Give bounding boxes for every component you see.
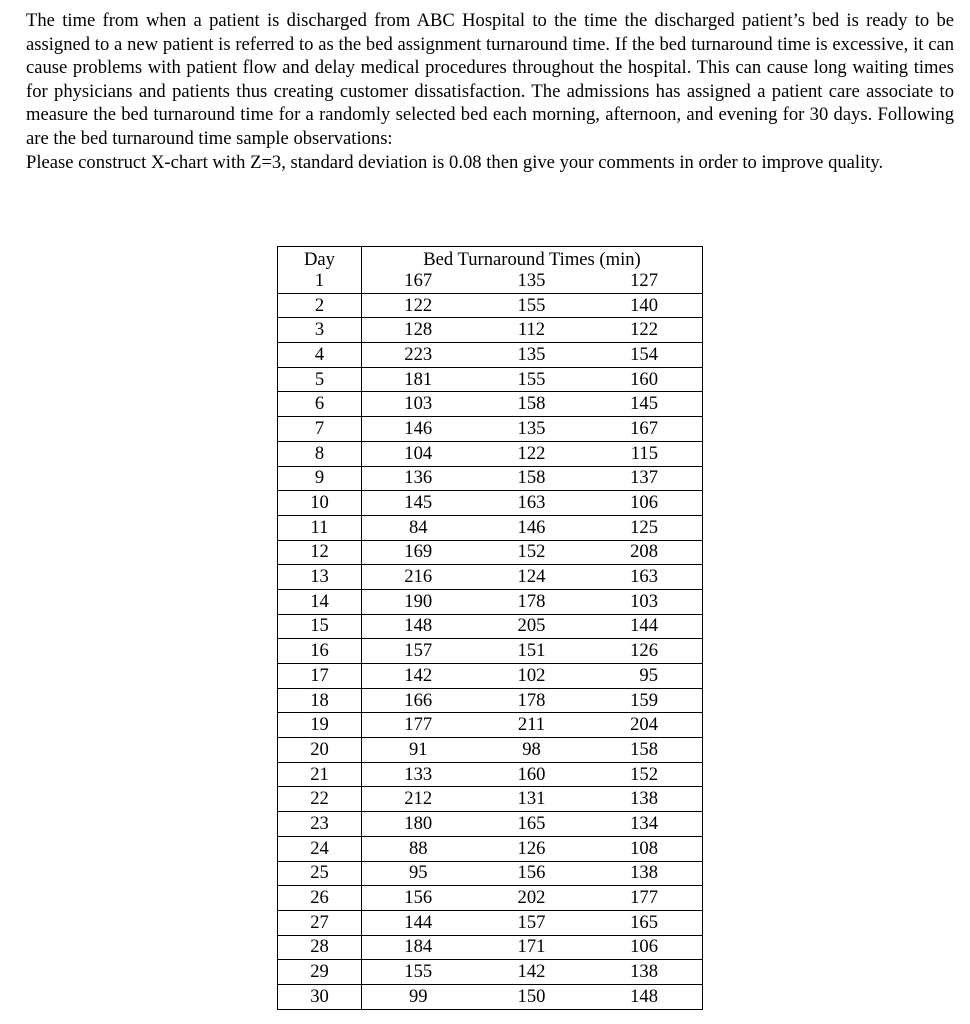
day-cell: 6 <box>278 392 362 417</box>
table-row <box>278 886 703 911</box>
time-morning-cell: 177 <box>362 713 475 738</box>
time-morning-cell: 142 <box>362 664 475 689</box>
time-evening-cell: 165 <box>589 910 703 935</box>
table-row <box>278 293 703 318</box>
time-evening-cell: 145 <box>589 392 703 417</box>
time-afternoon-cell: 146 <box>475 515 589 540</box>
day-cell: 24 <box>278 836 362 861</box>
time-afternoon-cell: 135 <box>475 343 589 368</box>
time-afternoon-cell: 163 <box>475 491 589 516</box>
time-evening-cell: 134 <box>589 812 703 837</box>
table-row <box>278 812 703 837</box>
time-afternoon-cell: 142 <box>475 960 589 985</box>
day-cell: 14 <box>278 589 362 614</box>
table-row <box>278 491 703 516</box>
time-morning-cell: 181 <box>362 367 475 392</box>
time-afternoon-cell: 135 <box>517 269 546 291</box>
time-morning-cell: 136 <box>362 466 475 491</box>
time-evening-cell: 95 <box>589 664 703 689</box>
day-cell: 3 <box>278 318 362 343</box>
day-cell: 4 <box>278 343 362 368</box>
time-afternoon-cell: 160 <box>475 762 589 787</box>
problem-paragraph-description: The time from when a patient is discharged from ABC Hospital to the time the discharged patient’s bed is ready to be assigned to a new patient is referred to as the bed assignment turnaround time. If the bed turnaround time is excessive, it can cause problems with patient flow and delay medical procedures throughout the hospital. This can cause long waiting times for physicians and patients thus creating customer dissatisfaction. The admissions has assigned a patient care associate to measure the bed turnaround time for a randomly selected bed each morning, afternoon, and evening for 30 days. Following are the bed turnaround time sample observations: <box>26 10 954 149</box>
time-evening-cell: 103 <box>589 589 703 614</box>
time-evening-cell: 167 <box>589 417 703 442</box>
day-cell: 26 <box>278 886 362 911</box>
time-morning-cell: 167 <box>362 269 475 294</box>
day-cell: 28 <box>278 935 362 960</box>
time-evening-cell: 127 <box>589 269 703 294</box>
problem-paragraph-question: Please construct X-chart with Z=3, standard deviation is 0.08 then give your comments in order to improve quality. <box>26 151 884 173</box>
table-row <box>278 466 703 491</box>
time-evening-cell: 144 <box>589 614 703 639</box>
table-row <box>278 960 703 985</box>
table-row <box>278 688 703 713</box>
problem-statement <box>26 9 954 174</box>
time-morning-cell: 145 <box>362 491 475 516</box>
time-afternoon-cell: 211 <box>475 713 589 738</box>
time-afternoon-cell: 178 <box>475 688 589 713</box>
table-row <box>278 861 703 886</box>
time-afternoon-cell: 102 <box>475 664 589 689</box>
time-morning-cell: 156 <box>362 886 475 911</box>
time-afternoon-cell: 131 <box>475 787 589 812</box>
day-cell: 25 <box>278 861 362 886</box>
day-cell: 20 <box>278 738 362 763</box>
table-row <box>278 984 703 1009</box>
time-evening-cell: 115 <box>589 441 703 466</box>
time-afternoon-cell: 178 <box>475 589 589 614</box>
time-evening-cell: 122 <box>589 318 703 343</box>
time-afternoon-cell: 152 <box>475 540 589 565</box>
time-evening-cell: 138 <box>589 787 703 812</box>
day-cell: 17 <box>278 664 362 689</box>
time-morning-cell: 212 <box>362 787 475 812</box>
day-cell: 18 <box>278 688 362 713</box>
table-row <box>278 738 703 763</box>
time-morning-cell: 166 <box>362 688 475 713</box>
time-morning-cell: 144 <box>362 910 475 935</box>
time-evening-cell: 140 <box>589 293 703 318</box>
table-row <box>278 367 703 392</box>
time-evening-cell: 160 <box>589 367 703 392</box>
table-header-row <box>278 247 703 269</box>
time-morning-cell: 184 <box>362 935 475 960</box>
time-morning-cell: 169 <box>362 540 475 565</box>
time-evening-cell: 148 <box>589 984 703 1009</box>
time-morning-cell: 91 <box>362 738 475 763</box>
table-row <box>278 614 703 639</box>
day-cell: 7 <box>278 417 362 442</box>
time-morning-cell: 128 <box>362 318 475 343</box>
day-cell: 9 <box>278 466 362 491</box>
turnaround-table-container <box>277 246 703 1010</box>
table-row <box>278 664 703 689</box>
time-morning-cell: 223 <box>362 343 475 368</box>
table-row <box>278 441 703 466</box>
time-afternoon-cell: 205 <box>475 614 589 639</box>
day-cell: 19 <box>278 713 362 738</box>
time-evening-cell: 154 <box>589 343 703 368</box>
time-afternoon-cell: 165 <box>475 812 589 837</box>
table-row <box>278 392 703 417</box>
time-evening-cell: 158 <box>589 738 703 763</box>
turnaround-table <box>277 246 703 1010</box>
day-cell: 30 <box>278 984 362 1009</box>
time-morning-cell: 180 <box>362 812 475 837</box>
time-evening-cell: 137 <box>589 466 703 491</box>
time-afternoon-cell: 156 <box>475 861 589 886</box>
time-afternoon-cell: 157 <box>475 910 589 935</box>
time-afternoon-cell: 112 <box>475 318 589 343</box>
time-morning-cell: 155 <box>362 960 475 985</box>
time-afternoon-cell: 126 <box>475 836 589 861</box>
day-cell: 13 <box>278 565 362 590</box>
table-row <box>278 343 703 368</box>
header-turnaround-times: Bed Turnaround Times (min) <box>362 247 703 269</box>
table-row <box>278 565 703 590</box>
day-cell: 11 <box>278 515 362 540</box>
day-cell: 23 <box>278 812 362 837</box>
time-morning-cell: 99 <box>362 984 475 1009</box>
table-row <box>278 515 703 540</box>
table-row <box>278 589 703 614</box>
time-evening-cell: 204 <box>589 713 703 738</box>
time-evening-cell: 106 <box>589 935 703 960</box>
time-morning-cell: 157 <box>362 639 475 664</box>
day-cell: 27 <box>278 910 362 935</box>
time-morning-cell: 104 <box>362 441 475 466</box>
day-cell: 8 <box>278 441 362 466</box>
table-row <box>278 787 703 812</box>
time-morning-cell: 88 <box>362 836 475 861</box>
day-cell: 29 <box>278 960 362 985</box>
table-row <box>278 639 703 664</box>
time-evening-cell: 177 <box>589 886 703 911</box>
time-evening-cell: 138 <box>589 960 703 985</box>
time-evening-cell: 125 <box>589 515 703 540</box>
time-evening-cell: 163 <box>589 565 703 590</box>
time-morning-cell: 148 <box>362 614 475 639</box>
day-cell: 12 <box>278 540 362 565</box>
day-cell: 5 <box>278 367 362 392</box>
day-cell: 15 <box>278 614 362 639</box>
day-cell: 2 <box>278 293 362 318</box>
time-evening-cell: 159 <box>589 688 703 713</box>
time-afternoon-cell: 98 <box>475 738 589 763</box>
time-morning-cell: 84 <box>362 515 475 540</box>
time-afternoon-cell: 150 <box>475 984 589 1009</box>
time-evening-cell: 138 <box>589 861 703 886</box>
table-row <box>278 910 703 935</box>
time-morning-cell: 216 <box>362 565 475 590</box>
table-row <box>278 836 703 861</box>
time-morning-cell: 133 <box>362 762 475 787</box>
header-day: Day <box>278 247 362 269</box>
time-afternoon-cell: 158 <box>475 466 589 491</box>
time-evening-cell: 208 <box>589 540 703 565</box>
table-row <box>278 935 703 960</box>
time-morning-cell: 122 <box>362 293 475 318</box>
day-cell: 22 <box>278 787 362 812</box>
time-afternoon-cell: 135 <box>475 417 589 442</box>
day-cell: 10 <box>278 491 362 516</box>
time-afternoon-cell: 155 <box>475 367 589 392</box>
time-afternoon-cell: 202 <box>475 886 589 911</box>
time-afternoon-cell: 158 <box>475 392 589 417</box>
time-morning-cell: 103 <box>362 392 475 417</box>
day-cell: 21 <box>278 762 362 787</box>
table-body <box>278 269 703 1010</box>
time-afternoon-cell: 151 <box>475 639 589 664</box>
time-afternoon-cell: 171 <box>475 935 589 960</box>
table-row <box>278 540 703 565</box>
time-evening-cell: 126 <box>589 639 703 664</box>
time-evening-cell: 106 <box>589 491 703 516</box>
time-evening-cell: 152 <box>589 762 703 787</box>
table-row <box>278 417 703 442</box>
day-cell: 16 <box>278 639 362 664</box>
table-row <box>278 318 703 343</box>
time-morning-cell: 95 <box>362 861 475 886</box>
table-row <box>278 762 703 787</box>
time-afternoon-cell: 122 <box>475 441 589 466</box>
time-afternoon-cell: 124 <box>475 565 589 590</box>
day-cell: 1 <box>278 269 362 294</box>
time-evening-cell: 108 <box>589 836 703 861</box>
table-row <box>278 269 703 294</box>
time-morning-cell: 146 <box>362 417 475 442</box>
time-afternoon-cell: 155 <box>475 293 589 318</box>
table-row <box>278 713 703 738</box>
time-morning-cell: 190 <box>362 589 475 614</box>
